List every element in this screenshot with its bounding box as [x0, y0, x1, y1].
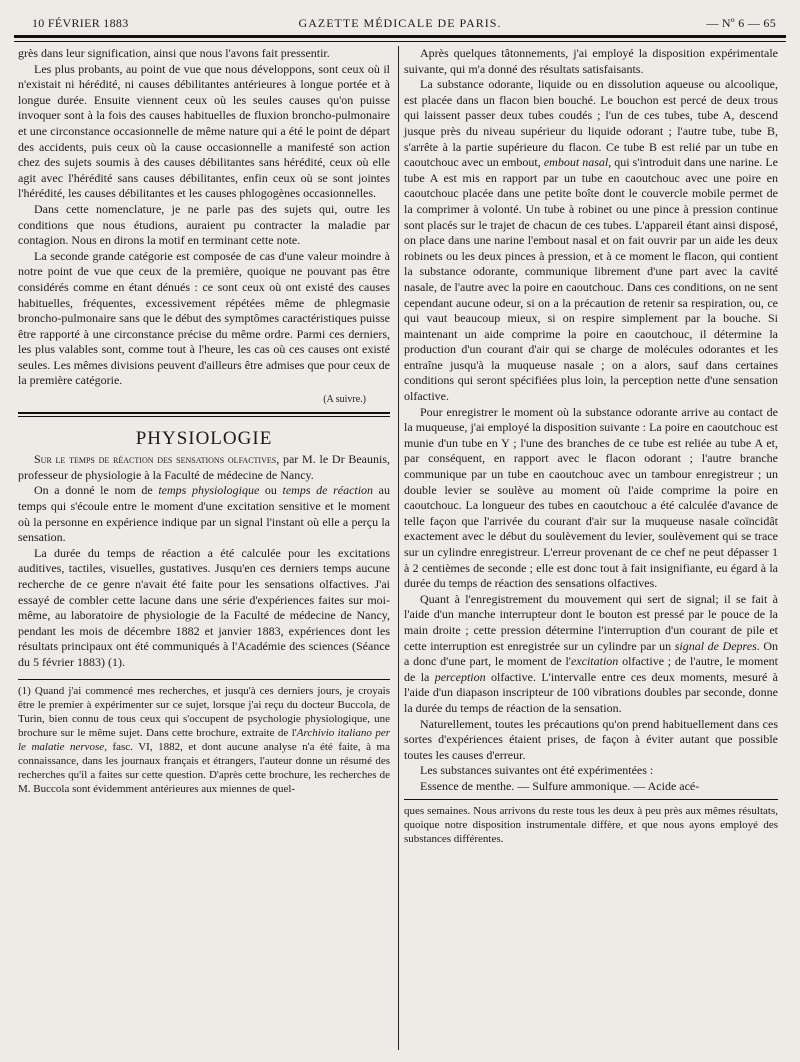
- page-header: [14, 12, 786, 32]
- paragraph: Dans cette nomenclature, je ne parle pas des sujets qui, outre les conditions que nous étudions, auraient pu contracter la maladie par contagion. Nous en dirons la motif en terminant cette note.: [18, 201, 390, 248]
- text-run: Quant à l'enregistrement du mouvement qui sert de signal; il se fait à l'aide d'un manche interrupteur dont le bouton est pressé par le pouce de la main droite ; cette pression détermine l'interruption d'un courant de pile et cette interruption est enregistrée sur un cylindre par un: [404, 591, 778, 653]
- paragraph: La seconde grande catégorie est composée de cas d'une valeur moindre à notre point de vue que ceux de la première, quoique ne pouvant pas être considérés comme en étant dénués : ce sont ceux où ont existé des causes habituelles, fréquentes, excessivement répétées même de phlegmasie broncho-pulmonaire sans que le début des symptômes caractéristiques puisse être rapporté à une circonstance précise du même ordre. Parmi ces derniers, les plus valables sont, comme tout à l'heure, les cas où ces causes ont existé seules. Les mêmes divisions peuvent d'ailleurs être admises que pour ceux de la première catégorie.: [18, 248, 390, 388]
- article-title: [18, 452, 390, 483]
- text-run: (1) Quand j'ai commencé mes recherches, et jusqu'à ces derniers jours, je croyais être le premier à expérimenter sur ce sujet, lorsque j'ai reçu du docteur Buccola, de Turin, bien connu de tous ceux qui s'occupent de psychologie physiologique, une brochure sur le même sujet. Dans cette brochure, extraite de l': [18, 684, 390, 739]
- text-run: , qui s'introduit dans une narine. Le tube A est mis en rapport par un tube en caoutchouc avec une poire en caoutchouc placée dans une petite boîte dont le couvercle mobile permet de la comprimer à volonté. Un tube à robinet ou une pince à pression continue sont placés sur le trajet de chacun de ces tubes. L'appareil étant ainsi disposé, on place dans une narine l'embout nasal et on fait ouvrir par un aide les deux robinets ou les deux pinces à pression, et à ce moment le flacon, qui contient la substance odorante, communique librement d'une part avec la cavité nasale, de l'autre avec la poire en caoutchouc. Dans ces conditions, on ne sent cependant aucune odeur, si on a la précaution de retenir sa respiration, ou, ce qui vaut beaucoup mieux, si on respire simplement par la bouche. Si maintenant un aide comprime la poire en caoutchouc, il détermine la production d'un courant d'air qui se charge de molécules odorantes et les entraîne jusqu'à la muqueuse nasale ; on a alors, sauf dans certaines conditions qui seront spécifiées plus loin, la perception nette d'une sensation olfactive.: [404, 155, 778, 404]
- italic-term: embout nasal: [543, 155, 609, 170]
- text-run: au temps qui s'écoule entre le moment d'une excitation sensitive et le moment où la personne en expérience indique par un signal l'instant où elle a perçu la sensation.: [18, 483, 391, 545]
- italic-term: temps physiologique: [158, 483, 260, 498]
- header-date: 10 FÉVRIER 1883: [32, 16, 129, 30]
- column-divider: [398, 46, 399, 1050]
- text-run: On a donné le nom de: [34, 483, 159, 498]
- paragraph: [404, 77, 778, 404]
- paragraph: Pour enregistrer le moment où la substance odorante arrive au contact de la muqueuse, j'ai employé la disposition suivante : La poire en caoutchouc est munie d'un tube en Y ; l'une des branches de ce tube est reliée au tube A et, par conséquent, en rapport avec le flacon odorant ; l'autre branche communique par un tube en caoutchouc avec un tambour enregistreur ; un double levier se soulève au moment où l'aide comprime la poire en caoutchouc. La longueur des tubes en caoutchouc a été calculée d'avance de telle façon que l'arrivée du courant d'air sur la muqueuse nasale coïncidât exactement avec le début du soulèvement du levier, soulèvement qui se trace sur un cylindre enregistreur. L'erreur provenant de ce chef ne peut dépasser 1 à 2 centièmes de seconde ; elle est donc tout à fait insignifiante, eu égard à la durée du temps de réaction des sensations olfactives.: [404, 404, 778, 591]
- text-run: olfactive. L'intervalle entre ces deux moments, mesuré à l'aide d'un diapason inscripteur de 100 vibrations doubles par seconde, donne la durée du temps de réaction de la sensation.: [404, 669, 778, 715]
- paragraph: Essence de menthe. — Sulfure ammonique. — Acide acé-: [420, 778, 700, 793]
- footnote-continued: ques semaines. Nous arrivons du reste tous les deux à peu près aux mêmes résultats, quoique notre disposition instrumentale diffère, et que nous ayons employé des substances différentes.: [404, 804, 778, 845]
- text-run: . On a donc d'une part, le moment de l': [404, 638, 778, 669]
- footnote: [18, 679, 390, 796]
- paragraph: Les substances suivantes ont été expérimentées :: [420, 763, 654, 778]
- header-rule: [14, 35, 786, 42]
- left-column: [18, 46, 390, 796]
- paragraph: Après quelques tâtonnements, j'ai employé la disposition expérimentale suivante, qui m'a donné des résultats satisfaisants.: [404, 46, 778, 76]
- paragraph: [18, 483, 390, 545]
- text-run: olfactive ; de l'autre, le moment de la: [404, 654, 778, 684]
- footnote-rule: [404, 799, 778, 800]
- italic-term: signal de Depres: [674, 638, 757, 653]
- article-author: par M. le Dr Beaunis, professeur de physiologie à la Faculté de médecine de Nancy.: [18, 452, 390, 482]
- text-run: , fasc. VI, 1882, et dont aucune analyse n'a été faite, à ma connaissance, dans les journaux français et étrangers, l'auteur donne un résumé des recherches qu'il a faites sur cette question. D'après cette brochure, les recherches de M. Buccola sont évidemment antérieures aux miennes de quel-: [18, 740, 390, 795]
- paragraph: Naturellement, toutes les précautions qu'on prend habituellement dans ces sortes d'expériences étaient prises, de façon à éviter autant que possible toutes les causes d'erreur.: [404, 716, 778, 762]
- text-run: ou: [259, 483, 283, 498]
- to-be-continued: (A suivre.): [323, 394, 366, 406]
- header-number: — Nº 6 — 65: [706, 16, 776, 30]
- section-rule: [18, 412, 390, 417]
- section-heading: PHYSIOLOGIE: [135, 427, 273, 449]
- header-title: GAZETTE MÉDICALE DE PARIS.: [298, 16, 502, 30]
- text-run: La substance odorante, liquide ou en dissolution aqueuse ou alcoolique, est placée dans un flacon bien bouché. Le bouchon est percé de deux trous qui laissent passer deux tubes coudés ; l'un de ces tubes, tube A, descend jusque près du niveau supérieur du liquide odorant ; l'autre tube, tube B, s'arrête à la partie supérieure du flacon. Ce tube B est relié par un tube en caoutchouc avec un embout,: [404, 77, 778, 170]
- paragraph: La durée du temps de réaction a été calculée pour les excitations auditives, tactiles, visuelles, gustatives. Jusqu'en ces derniers temps aucune recherche de ce genre n'avait été faite pour les sensations olfactives. J'ai essayé de combler cette lacune dans une série d'expériences faites sur moi-même, au laboratoire de physiologie de la Faculté de médecine de Nancy, pendant les mois de décembre 1882 et janvier 1883, expériences dont les résultats principaux ont été communiqués à l'Académie des sciences (Séance du 5 février 1883) (1).: [18, 545, 390, 669]
- italic-term: temps de réaction: [282, 483, 374, 498]
- right-column: [404, 46, 778, 846]
- italic-term: excitation: [570, 654, 619, 669]
- italic-term: Archivio italiano per le malatie nervose: [18, 726, 390, 753]
- paragraph: [404, 592, 778, 717]
- article-title-main: Sur le temps de réaction des sensations olfactives,: [34, 452, 280, 467]
- paragraph: Les plus probants, au point de vue que nous développons, sont ceux où il n'existait ni hérédité, ni causes débilitantes antérieures à longue portée et à longue durée. Ensuite viennent ceux où les seules causes qu'on puisse invoquer sont à la fois des causes habituelles de fluxion broncho-pulmonaire et une circonstance occasionnelle de même nature qui a été le point de départ des accidents, puis ceux où la cause occasionnelle a manifesté son action chez des sujets soumis à des causes débilitantes sans hérédité, ceux où elle agit avec l'hérédité sans causes débilitantes, enfin ceux où se sont jointes l'hérédité, les causes débilitantes et les causes phlogogènes occasionnelles.: [18, 61, 390, 201]
- paragraph: grès dans leur signification, ainsi que nous l'avons fait pressentir.: [18, 46, 330, 60]
- italic-term: perception: [434, 669, 486, 684]
